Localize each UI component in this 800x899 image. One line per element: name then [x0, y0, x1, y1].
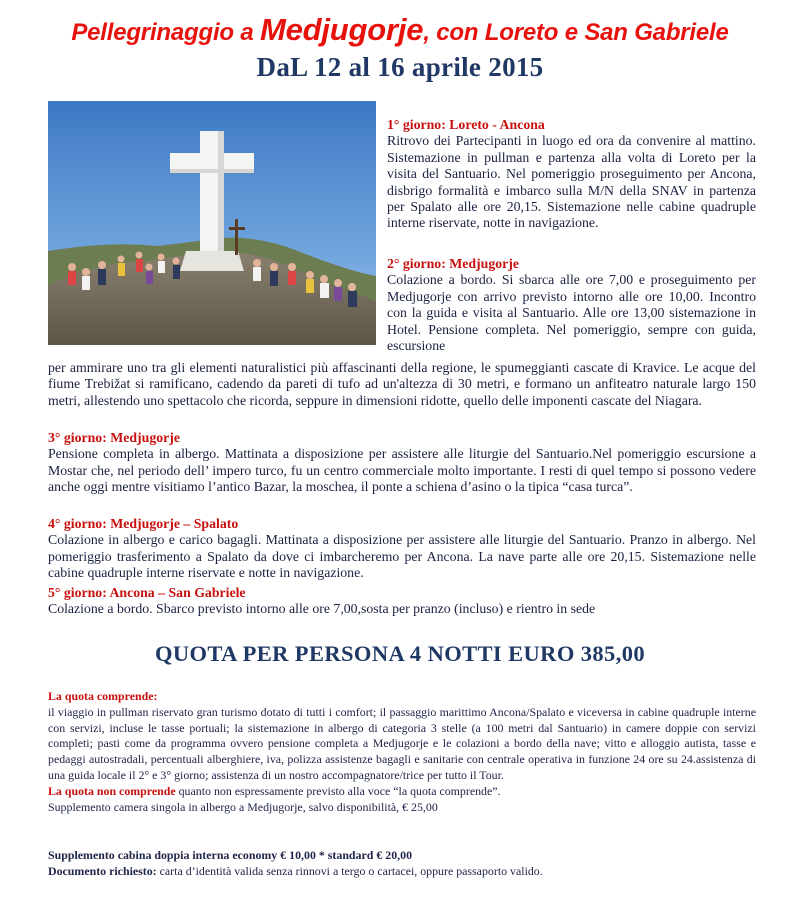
trip-dates: DaL 12 al 16 aprile 2015 [256, 52, 544, 82]
day-4-text: Colazione in albergo e carico bagagli. Mattinata a disposizione per assistere alle liturgie del Santuario. Pranzo in albergo. Nel pomeriggio trasferimento a Spalato da dove ci imbarcheremo per Ancona. La nave parte alle ore 20,15. Sistemazione nelle cabine quadruple interne riservate e notte in navigazione. [48, 532, 756, 581]
day-5-text: Colazione a bordo. Sbarco previsto intorno alle ore 7,00,sosta per pranzo (incluso) e rientro in sede [48, 601, 596, 617]
title-highlight: Medjugorje [259, 12, 424, 47]
day-1-text: Ritrovo dei Partecipanti in luogo ed ora da convenire al mattino. Sistemazione in pullman e partenza alla volta di Loreto per la visita del Santuario. Nel pomeriggio proseguimento per Ancona, disbrigo formalità e imbarco sulla M/N della SNAV in partenza per Spalato alle ore 20,15. Sistemazione nelle cabine quadruple interne riservate, notte in navigazione. [387, 133, 756, 231]
page-title [0, 12, 800, 48]
includes-section [48, 689, 756, 815]
day-3-heading: 3° giorno: Medjugorje [48, 430, 180, 445]
day-2-heading: 2° giorno: Medjugorje [387, 256, 519, 271]
day-2-continued [48, 360, 756, 409]
day-1-heading: 1° giorno: Loreto - Ancona [387, 117, 545, 132]
day-5-section [48, 585, 756, 618]
white-cross-pilgrims-photo [48, 101, 376, 345]
day-2-text-narrow: Colazione a bordo. Si sbarca alle ore 7,00 e proseguimento per Medjugorje con arrivo previsto intorno alle ore 10,00. Incontro con la guida e visita al Santuario. Alle ore 13,00 sistemazione in Hotel. Pensione completa. Nel pomeriggio, sempre con guida, escursione [387, 272, 756, 354]
documents-label: Documento richiesto: [48, 863, 157, 878]
supplements-section [48, 848, 756, 880]
price-headline: QUOTA PER PERSONA 4 NOTTI EURO 385,00 [154, 641, 646, 666]
day-4-section [48, 516, 756, 582]
excludes-line [48, 784, 756, 800]
title-part2: , con Loreto e San Gabriele [423, 19, 729, 46]
excludes-text: quanto non espressamente previsto alla voce “la quota comprende”. [175, 783, 501, 798]
includes-heading: La quota comprende: [48, 689, 158, 703]
day-3-text: Pensione completa in albergo. Mattinata a disposizione per assistere alle liturgie del Santuario.Nel pomeriggio escursione a Mostar che, nel periodo dell’ impero turco, fu un centro commerciale molto importante. I resti di quel tempo si possono vedere anche oggi mentre visitiamo l’antico Bazar, la moschea, il ponte a schiena d’asino o la tipica “casa turca”. [48, 446, 756, 495]
day-2-text-wide: per ammirare uno tra gli elementi naturalistici più affascinanti della regione, le spumeggianti cascate di Kravice. Le acque del fiume Trebižat si ramificano, cadendo da pareti di tufo ad un'altezza di 30 metri, e formano un anfiteatro naturale largo 150 metri, allestendo uno spettacolo che ricorda, seppure in dimensioni ridotte, quello delle imponenti cascate del Niagara. [48, 360, 756, 408]
documents-line [48, 864, 756, 880]
day-2-section [387, 256, 756, 354]
day-4-heading: 4° giorno: Medjugorje – Spalato [48, 516, 239, 531]
day-3-section [48, 430, 756, 496]
title-part1: Pellegrinaggio a [71, 19, 260, 46]
day-1-section [387, 117, 756, 232]
single-supplement: Supplemento camera singola in albergo a Medjugorje, salvo disponibilità, € 25,00 [48, 799, 438, 814]
excludes-heading: La quota non comprende [48, 783, 176, 798]
day-5-heading: 5° giorno: Ancona – San Gabriele [48, 585, 246, 600]
documents-text: carta d’identità valida senza rinnovi a tergo o cartacei, oppure passaporto valido. [156, 863, 543, 878]
includes-text: il viaggio in pullman riservato gran turismo dotato di tutti i comfort; il passaggio marittimo Ancona/Spalato e viceversa in cabine quadruple interne con servizi, incluse le tasse portuali; la sistemazione in albergo di categoria 3 stelle (a 100 metri dal Santuario) in camere doppie con servizi completi; pasti come da programma ovvero pensione completa a Medjugorje e le colazioni a bordo della nave; vitto e alloggio autista, tasse e pedaggi autostradali, percentuali alberghiere, iva, polizza assistenze bagagli e sanitarie con centrale operativa in funzione 24 ore su 24.assistenza di una guida locale il 2° e 3° giorno; assistenza di un nostro accompagnatore/trice per tutto il Tour. [48, 704, 756, 782]
cross-hill-illustration [48, 101, 376, 345]
cabin-supplement: Supplemento cabina doppia interna economy € 10,00 * standard € 20,00 [48, 848, 413, 862]
